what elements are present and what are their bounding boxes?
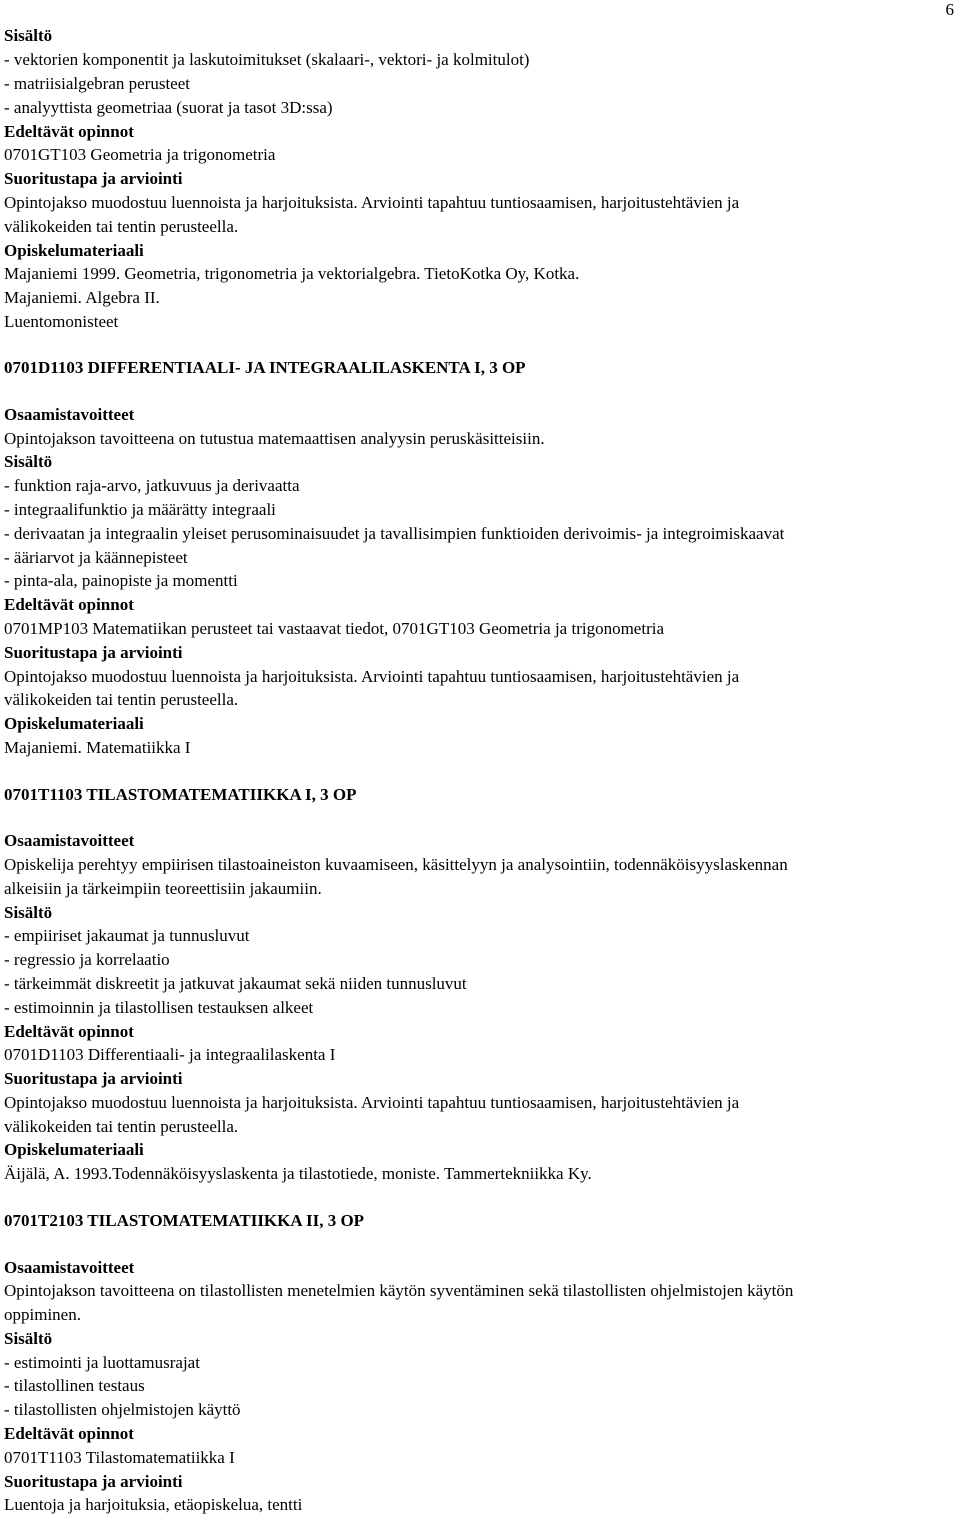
text-line: Opintojakson tavoitteena on tutustua matemaattisen analyysin peruskäsitteisiin. xyxy=(4,429,545,448)
section-heading: Suoritustapa ja arviointi xyxy=(4,169,183,188)
page-number: 6 xyxy=(945,0,954,19)
text-line: Luentomonisteet xyxy=(4,312,119,331)
text-line: - tilastollisten ohjelmistojen käyttö xyxy=(4,1400,241,1419)
text-line: - tärkeimmät diskreetit ja jatkuvat jakaumat sekä niiden tunnusluvut xyxy=(4,974,467,993)
text-line: - funktion raja-arvo, jatkuvuus ja derivaatta xyxy=(4,476,300,495)
section-heading: Edeltävät opinnot xyxy=(4,1022,134,1041)
text-line: - matriisialgebran perusteet xyxy=(4,74,190,93)
text-line: 0701MP103 Matematiikan perusteet tai vastaavat tiedot, 0701GT103 Geometria ja trigonometria xyxy=(4,619,664,638)
section-heading: 0701T2103 TILASTOMATEMATIIKKA II, 3 OP xyxy=(4,1211,365,1230)
text-line: - integraalifunktio ja määrätty integraali xyxy=(4,500,276,519)
section-heading: Osaamistavoitteet xyxy=(4,831,135,850)
section-heading: Edeltävät opinnot xyxy=(4,1424,134,1443)
text-line: - derivaatan ja integraalin yleiset perusominaisuudet ja tavallisimpien funktioiden derivoimis- ja integroimiskaavat xyxy=(4,524,785,543)
text-line: 0701T1103 Tilastomatematiikka I xyxy=(4,1448,235,1467)
section-heading: Sisältö xyxy=(4,452,53,471)
section-heading: Edeltävät opinnot xyxy=(4,122,134,141)
text-line: Majaniemi. Algebra II. xyxy=(4,288,160,307)
text-line: Äijälä, A. 1993.Todennäköisyyslaskenta ja tilastotiede, moniste. Tammertekniikka Ky. xyxy=(4,1164,592,1183)
text-line: 0701D1103 Differentiaali- ja integraalilaskenta I xyxy=(4,1045,336,1064)
section-heading: Sisältö xyxy=(4,1329,53,1348)
section-heading: Osaamistavoitteet xyxy=(4,405,135,424)
text-line: Luentoja ja harjoituksia, etäopiskelua, tentti xyxy=(4,1495,303,1514)
text-line: 0701GT103 Geometria ja trigonometria xyxy=(4,145,276,164)
text-line: välikokeiden tai tentin perusteella. xyxy=(4,690,239,709)
text-line: - analyyttista geometriaa (suorat ja tasot 3D:ssa) xyxy=(4,98,333,117)
text-line: - estimointi ja luottamusrajat xyxy=(4,1353,200,1372)
text-line: alkeisiin ja tärkeimpiin teoreettisiin jakaumiin. xyxy=(4,879,322,898)
section-heading: Opiskelumateriaali xyxy=(4,241,144,260)
text-line: - tilastollinen testaus xyxy=(4,1376,145,1395)
text-line: Opintojakso muodostuu luennoista ja harjoituksista. Arviointi tapahtuu tuntiosaamisen, harjoitustehtävien ja xyxy=(4,1093,740,1112)
text-line: - pinta-ala, painopiste ja momentti xyxy=(4,571,238,590)
text-line: Opiskelija perehtyy empiirisen tilastoaineiston kuvaamiseen, käsittelyyn ja analysointiin, todennäköisyyslaskennan xyxy=(4,855,788,874)
section-heading: Osaamistavoitteet xyxy=(4,1258,135,1277)
section-heading: Suoritustapa ja arviointi xyxy=(4,1069,183,1088)
section-heading: Sisältö xyxy=(4,903,53,922)
text-line: Majaniemi. Matematiikka I xyxy=(4,738,191,757)
text-line: välikokeiden tai tentin perusteella. xyxy=(4,217,239,236)
text-line: Opintojakson tavoitteena on tilastollisten menetelmien käytön syventäminen sekä tilastollisten ohjelmistojen käytön xyxy=(4,1281,794,1300)
text-line: - ääriarvot ja käännepisteet xyxy=(4,548,188,567)
text-line: - empiiriset jakaumat ja tunnusluvut xyxy=(4,926,250,945)
section-heading: Sisältö xyxy=(4,26,53,45)
section-heading: 0701T1103 TILASTOMATEMATIIKKA I, 3 OP xyxy=(4,785,357,804)
text-line: oppiminen. xyxy=(4,1305,81,1324)
text-line: Opintojakso muodostuu luennoista ja harjoituksista. Arviointi tapahtuu tuntiosaamisen, harjoitustehtävien ja xyxy=(4,193,740,212)
section-heading: Edeltävät opinnot xyxy=(4,595,134,614)
text-line: välikokeiden tai tentin perusteella. xyxy=(4,1117,239,1136)
text-line: - estimoinnin ja tilastollisen testauksen alkeet xyxy=(4,998,314,1017)
section-heading: Opiskelumateriaali xyxy=(4,714,144,733)
text-line: Opintojakso muodostuu luennoista ja harjoituksista. Arviointi tapahtuu tuntiosaamisen, harjoitustehtävien ja xyxy=(4,667,740,686)
text-line: - regressio ja korrelaatio xyxy=(4,950,170,969)
section-heading: 0701D1103 DIFFERENTIAALI- JA INTEGRAALILASKENTA I, 3 OP xyxy=(4,358,526,377)
section-heading: Opiskelumateriaali xyxy=(4,1140,144,1159)
section-heading: Suoritustapa ja arviointi xyxy=(4,1472,183,1491)
section-heading: Suoritustapa ja arviointi xyxy=(4,643,183,662)
text-line: - vektorien komponentit ja laskutoimitukset (skalaari-, vektori- ja kolmitulot) xyxy=(4,50,530,69)
text-line: Majaniemi 1999. Geometria, trigonometria ja vektorialgebra. TietoKotka Oy, Kotka. xyxy=(4,264,580,283)
